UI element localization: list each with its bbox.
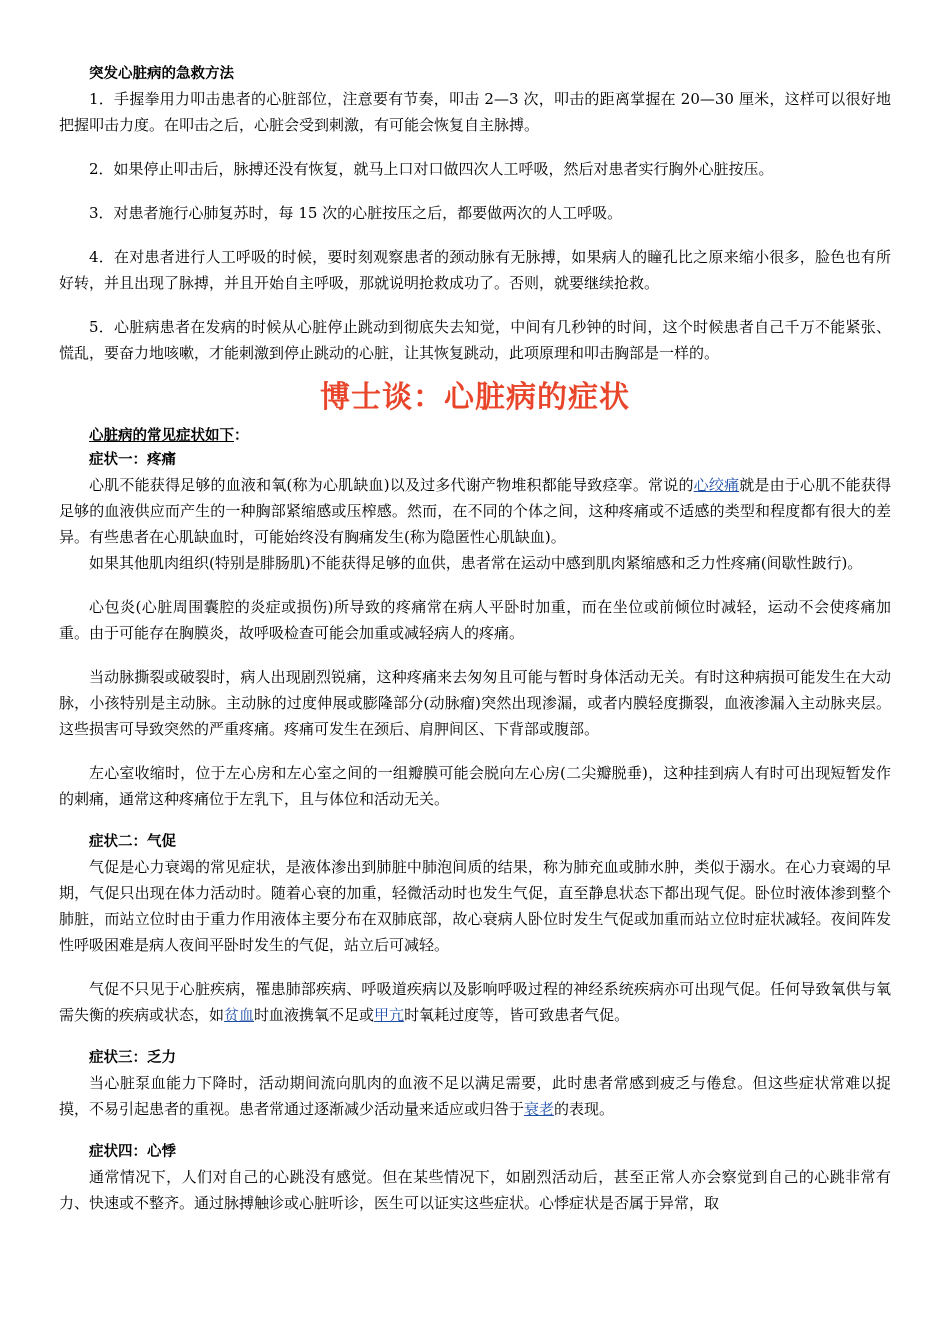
symptom-3-p1-text-b: 的表现。	[554, 1100, 615, 1118]
symptom-1-p1-text-a: 心肌不能获得足够的血液和氧(称为心肌缺血)以及过多代谢产物堆积都能导致痉挛。常说的	[89, 476, 694, 494]
first-aid-heading: 突发心脏病的急救方法	[89, 66, 234, 82]
intro-heading	[59, 424, 891, 448]
hyperthyroidism-link[interactable]: 甲亢	[374, 1006, 405, 1024]
first-aid-item-1: 1．手握拳用力叩击患者的心脏部位，注意要有节奏，叩击 2—3 次，叩击的距离掌握在 20—30 厘米，这样可以很好地把握叩击力度。在叩击之后，心脏会受到刺激，有可能会恢复自主脉搏。	[59, 90, 891, 134]
symptom-3-heading: 症状三：乏力	[89, 1050, 176, 1066]
symptom-3-paragraph-1	[59, 1070, 891, 1122]
symptom-4-heading: 症状四：心悸	[89, 1144, 176, 1160]
angina-link[interactable]: 心绞痛	[693, 476, 740, 494]
article-title: 博士谈：心脏病的症状	[320, 380, 630, 415]
aging-link[interactable]: 衰老	[524, 1100, 555, 1118]
symptom-1-paragraph-1	[59, 472, 891, 550]
document-page	[59, 62, 891, 1216]
symptom-2-p2-text-c: 时氧耗过度等，皆可致患者气促。	[404, 1006, 630, 1024]
symptom-1-paragraph-3: 心包炎(心脏周围囊腔的炎症或损伤)所导致的疼痛常在病人平卧时加重，而在坐位或前倾位时减轻，运动不会使疼痛加重。由于可能存在胸膜炎，故呼吸检查可能会加重或减轻病人的疼痛。	[59, 598, 891, 642]
symptom-1-paragraph-2: 如果其他肌肉组织(特别是腓肠肌)不能获得足够的血供，患者常在运动中感到肌肉紧缩感和乏力性疼痛(间歇性跛行)。	[89, 554, 863, 572]
symptom-1-paragraph-4: 当动脉撕裂或破裂时，病人出现剧烈锐痛，这种疼痛来去匆匆且可能与暂时身体活动无关。有时这种病损可能发生在大动脉，小孩特别是主动脉。主动脉的过度伸展或膨隆部分(动脉瘤)突然出现渗漏，或者内膜轻度撕裂，血液渗漏入主动脉夹层。这些损害可导致突然的严重疼痛。疼痛可发生在颈后、肩胛间区、下背部或腹部。	[59, 668, 891, 738]
symptom-3-p1-text-a: 当心脏泵血能力下降时，活动期间流向肌肉的血液不足以满足需要，此时患者常感到疲乏与倦怠。但这些症状常难以捉摸，不易引起患者的重视。患者常通过逐渐减少活动量来适应或归咎于	[59, 1074, 891, 1118]
symptom-2-paragraph-1: 气促是心力衰竭的常见症状，是液体渗出到肺脏中肺泡间质的结果，称为肺充血或肺水肿，类似于溺水。在心力衰竭的早期，气促只出现在体力活动时。随着心衰的加重，轻微活动时也发生气促，直至静息状态下都出现气促。卧位时液体渗到整个肺脏，而站立位时由于重力作用液体主要分布在双肺底部，故心衰病人卧位时发生气促或加重而站立位时症状减轻。夜间阵发性呼吸困难是病人夜间平卧时发生的气促，站立后可减轻。	[59, 858, 891, 954]
first-aid-item-4: 4．在对患者进行人工呼吸的时候，要时刻观察患者的颈动脉有无脉搏，如果病人的瞳孔比之原来缩小很多，脸色也有所好转，并且出现了脉搏，并且开始自主呼吸，那就说明抢救成功了。否则，就要继续抢救。	[59, 248, 891, 292]
symptom-2-heading: 症状二：气促	[89, 834, 176, 850]
symptom-1-heading: 症状一：疼痛	[89, 452, 176, 468]
first-aid-item-3: 3．对患者施行心肺复苏时，每 15 次的心脏按压之后，都要做两次的人工呼吸。	[89, 204, 623, 222]
symptom-2-paragraph-2	[59, 976, 891, 1028]
symptom-2-p2-text-a: 气促不只见于心脏疾病，罹患肺部疾病、呼吸道疾病以及影响呼吸过程的神经系统疾病亦可出现气促。任何导致氧供与氧需失衡的疾病或状态，如	[59, 980, 891, 1024]
first-aid-item-5: 5．心脏病患者在发病的时候从心脏停止跳动到彻底失去知觉，中间有几秒钟的时间，这个时候患者自己千万不能紧张、慌乱，要奋力地咳嗽，才能刺激到停止跳动的心脏，让其恢复跳动，此项原理和叩击胸部是一样的。	[59, 318, 891, 362]
first-aid-item-2: 2．如果停止叩击后，脉搏还没有恢复，就马上口对口做四次人工呼吸，然后对患者实行胸外心脏按压。	[89, 160, 774, 178]
symptom-1-paragraph-5: 左心室收缩时，位于左心房和左心室之间的一组瓣膜可能会脱向左心房(二尖瓣脱垂)，这种挂到病人有时可出现短暂发作的刺痛，通常这种疼痛位于左乳下，且与体位和活动无关。	[59, 764, 891, 808]
intro-heading-colon: ：	[234, 428, 249, 444]
symptom-4-paragraph-1: 通常情况下，人们对自己的心跳没有感觉。但在某些情况下，如剧烈活动后，甚至正常人亦会察觉到自己的心跳非常有力、快速或不整齐。通过脉搏触诊或心脏听诊，医生可以证实这些症状。心悸症状是否属于异常，取	[59, 1168, 891, 1212]
symptom-2-p2-text-b: 时血液携氧不足或	[254, 1006, 375, 1024]
anemia-link[interactable]: 贫血	[224, 1006, 255, 1024]
intro-heading-text: 心脏病的常见症状如下	[89, 428, 234, 444]
symptom-1-p1-text-b: 就是由于心肌不能获得足够的血液供应而产生的一种胸部紧缩感或压榨感。然而，在不同的个体之间，这种疼痛或不适感的类型和程度都有很大的差异。有些患者在心肌缺血时，可能始终没有胸痛发生(称为隐匿性心肌缺血)。	[59, 476, 891, 546]
